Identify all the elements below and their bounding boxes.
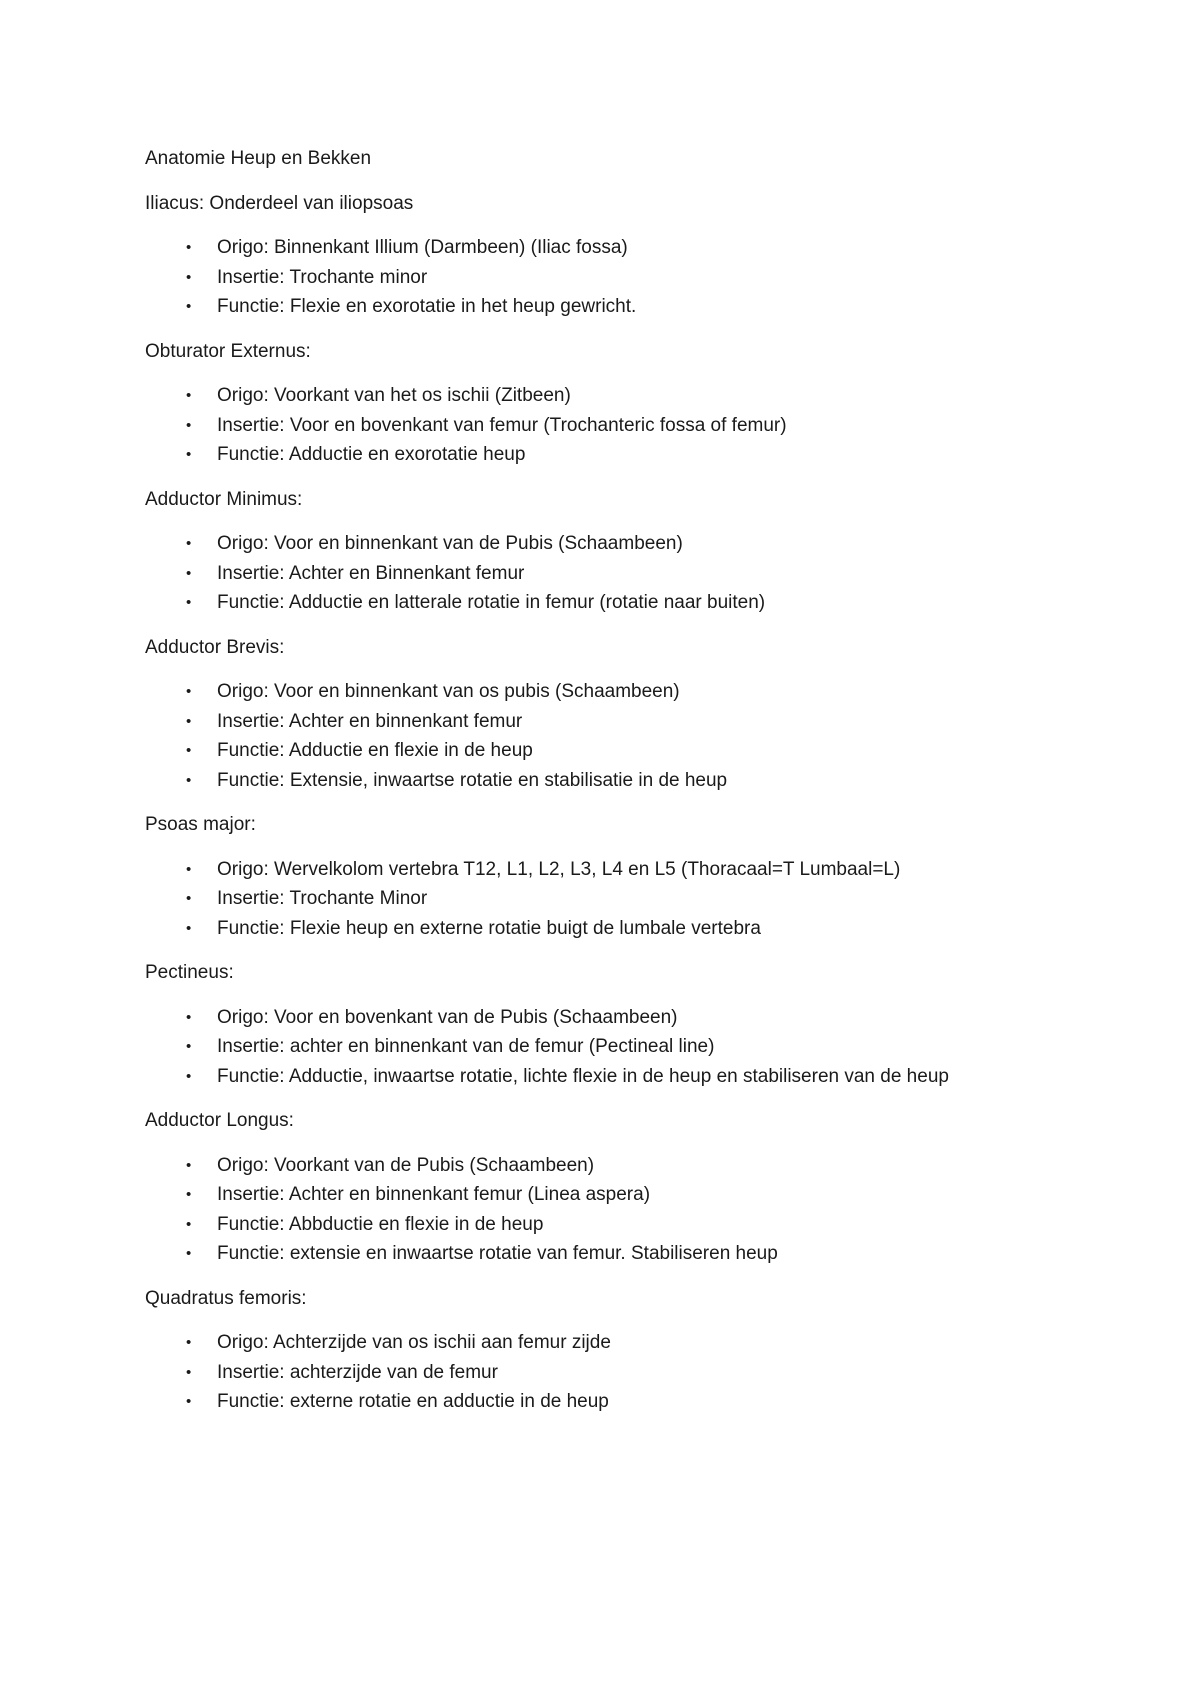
list-item-text: Origo: Binnenkant Illium (Darmbeen) (Iliac fossa) [217,237,628,258]
bullet-icon: • [186,1186,192,1203]
list-item [145,1239,1105,1269]
list-item-text: Insertie: Achter en binnenkant femur (Linea aspera) [217,1184,651,1205]
list-item [145,440,1105,470]
list-item-text: Insertie: achterzijde van de femur [217,1361,498,1383]
list-item-text: Origo: Wervelkolom vertebra T12, L1, L2, L3, L4 en L5 (Thoracaal=T Lumbaal=L) [217,858,901,880]
list-item-text: Insertie: Achter en Binnenkant femur [217,562,525,584]
list-item-text: Functie: Flexie heup en externe rotatie buigt de lumbale vertebra [217,917,761,939]
list-item [145,1151,1105,1181]
list-item [145,707,1105,737]
list-item [145,588,1105,618]
list-item [145,263,1105,293]
list-item [145,529,1105,559]
section-list [145,189,1105,1417]
list-item-text: Functie: Flexie en exorotatie in het heup gewricht. [217,296,637,317]
list-item [145,1032,1105,1062]
list-item [145,1003,1105,1033]
bullet-icon: • [186,416,192,434]
list-item-text: Origo: Voorkant van het os ischii (Zitbeen) [217,385,571,406]
list-item [145,766,1105,796]
list-item-text: Origo: Achterzijde van os ischii aan femur zijde [217,1332,611,1353]
list-item-text: Functie: Adductie en latterale rotatie in femur (rotatie naar buiten) [217,592,766,613]
list-item [145,1358,1105,1388]
bullet-icon: • [186,1008,192,1026]
document-title: Anatomie Heup en Bekken [145,148,372,169]
list-item-text: Functie: Adductie en exorotatie heup [217,444,526,465]
list-item-text: Origo: Voor en binnenkant van de Pubis (Schaambeen) [217,533,683,554]
bullet-icon: • [186,712,192,730]
bullet-icon: • [186,564,192,582]
list-item [145,1062,1105,1092]
bullet-icon: • [186,890,192,907]
bullet-icon: • [186,387,192,404]
bullet-icon: • [186,771,192,789]
list-item [145,559,1105,589]
list-item-text: Functie: Extensie, inwaartse rotatie en stabilisatie in de heup [217,769,728,791]
section-heading: Adductor Minimus: [145,488,303,510]
list-item-text: Insertie: Achter en binnenkant femur [217,710,523,732]
bullet-icon: • [186,919,192,937]
section-heading: Obturator Externus: [145,340,311,362]
list-item [145,855,1105,885]
list-item [145,1387,1105,1417]
section-heading: Quadratus femoris: [145,1287,307,1309]
list-item-text: Origo: Voor en bovenkant van de Pubis (Schaambeen) [217,1006,678,1028]
bullet-icon: • [186,860,192,878]
list-item-text: Origo: Voor en binnenkant van os pubis (Schaambeen) [217,681,680,702]
list-item [145,1180,1105,1210]
bullet-icon: • [186,535,192,552]
list-item [145,677,1105,707]
document-body [145,144,1105,1432]
list-item-text: Functie: extensie en inwaartse rotatie van femur. Stabiliseren heup [217,1243,778,1264]
bullet-icon: • [186,446,192,463]
list-item [145,1328,1105,1358]
list-item-text: Insertie: Voor en bovenkant van femur (Trochanteric fossa of femur) [217,414,787,436]
bullet-icon: • [186,1067,192,1085]
list-item-text: Functie: externe rotatie en adductie in de heup [217,1391,609,1412]
bullet-icon: • [186,1156,192,1174]
bullet-list [145,1003,1105,1092]
list-item-text: Origo: Voorkant van de Pubis (Schaambeen) [217,1154,595,1176]
bullet-list [145,381,1105,470]
list-item [145,233,1105,263]
bullet-list [145,529,1105,618]
bullet-icon: • [186,683,192,700]
section-heading: Iliacus: Onderdeel van iliopsoas [145,192,414,214]
section-heading: Adductor Longus: [145,1110,294,1131]
bullet-icon: • [186,1334,192,1351]
list-item-text: Insertie: achter en binnenkant van de femur (Pectineal line) [217,1036,715,1057]
bullet-icon: • [186,1215,192,1233]
bullet-icon: • [186,298,192,315]
bullet-list [145,855,1105,944]
bullet-icon: • [186,594,192,611]
list-item [145,884,1105,914]
list-item-text: Functie: Adductie, inwaartse rotatie, lichte flexie in de heup en stabiliseren van de heup [217,1065,949,1087]
section-heading: Adductor Brevis: [145,636,285,658]
list-item [145,1210,1105,1240]
section-heading: Psoas major: [145,814,256,835]
bullet-list [145,677,1105,795]
bullet-list [145,1151,1105,1269]
bullet-icon: • [186,1363,192,1381]
bullet-icon: • [186,1393,192,1410]
list-item-text: Functie: Abbductie en flexie in de heup [217,1213,544,1235]
bullet-icon: • [186,239,192,256]
section-heading: Pectineus: [145,962,234,983]
list-item [145,914,1105,944]
list-item-text: Insertie: Trochante minor [217,266,428,288]
bullet-icon: • [186,268,192,286]
bullet-icon: • [186,1038,192,1055]
list-item-text: Insertie: Trochante Minor [217,888,428,909]
bullet-icon: • [186,742,192,759]
bullet-list [145,1328,1105,1417]
list-item [145,736,1105,766]
list-item-text: Functie: Adductie en flexie in de heup [217,740,533,761]
list-item [145,411,1105,441]
list-item [145,381,1105,411]
bullet-list [145,233,1105,322]
bullet-icon: • [186,1245,192,1262]
list-item [145,292,1105,322]
